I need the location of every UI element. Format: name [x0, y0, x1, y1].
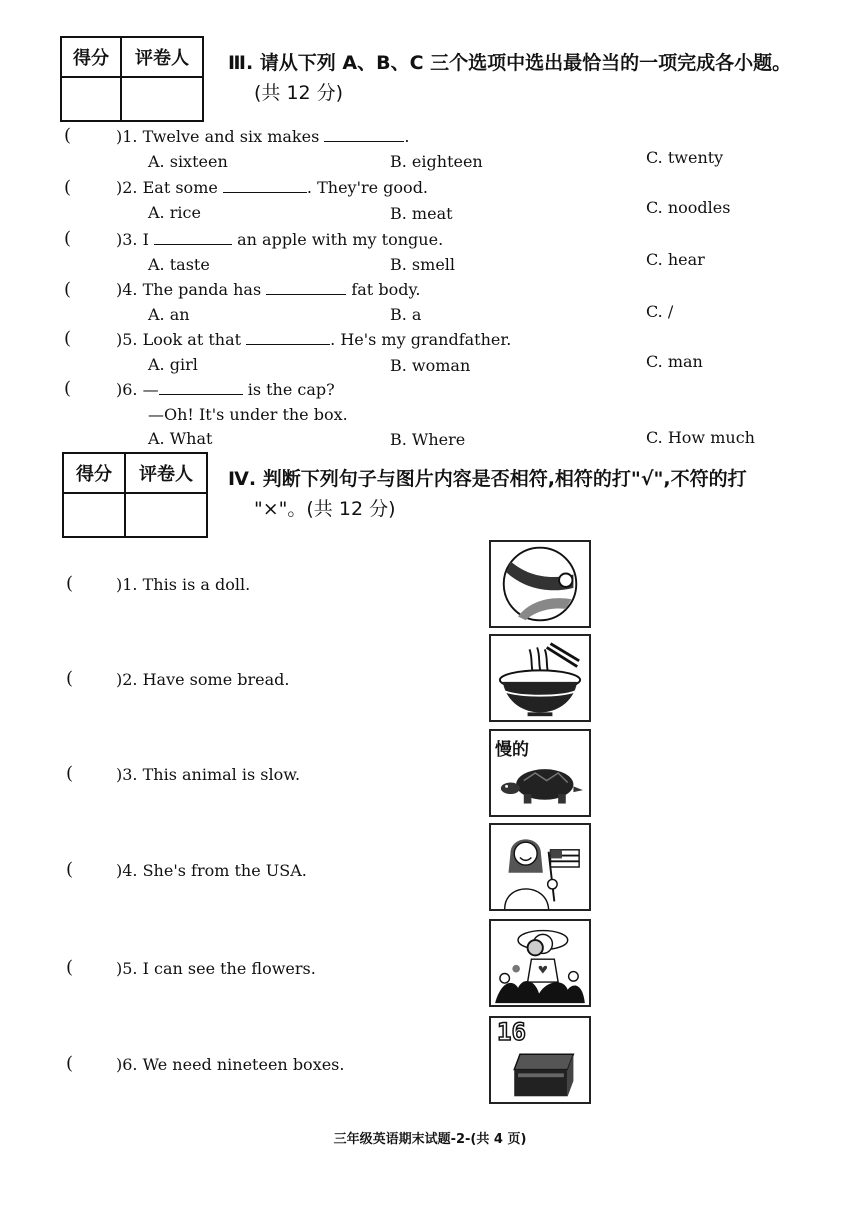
blank — [324, 127, 404, 142]
beach-ball-icon — [491, 542, 589, 626]
judge-sentence-4: )4. She's from the USA. — [116, 861, 307, 880]
section-3-title — [228, 48, 791, 108]
grader-label: 评卷人 — [125, 453, 207, 493]
turtle-picture — [489, 729, 591, 817]
question-number: )2. — [116, 178, 138, 197]
score-label: 得分 — [61, 37, 121, 77]
judge-sentence-2: )2. Have some bread. — [116, 670, 290, 689]
option-b: B. woman — [390, 356, 471, 375]
stem-after: . They're good. — [306, 178, 429, 197]
answer-paren-5[interactable]: ( — [66, 957, 74, 978]
grader-cell[interactable] — [125, 493, 207, 537]
noodle-bowl-icon — [491, 636, 589, 720]
option-a: A. sixteen — [148, 152, 228, 171]
question-stem — [116, 280, 420, 300]
stem-before: Look at that — [142, 330, 242, 349]
noodle-bowl-picture — [489, 634, 591, 722]
stem-before: Eat some — [142, 178, 218, 197]
option-a: A. What — [148, 429, 213, 448]
score-box-section-3 — [60, 36, 204, 122]
blank — [154, 230, 232, 245]
question-number: )3. — [116, 230, 138, 249]
stem-before: Twelve and six makes — [142, 127, 320, 146]
grader-cell[interactable] — [121, 77, 203, 121]
option-a: A. girl — [148, 355, 198, 374]
question-number: )4. — [116, 280, 138, 299]
grader-label: 评卷人 — [121, 37, 203, 77]
section-4-title-text: Ⅳ. 判断下列句子与图片内容是否相符,相符的打"√",不符的打 — [228, 468, 747, 490]
page-footer: 三年级英语期末试题-2-(共 4 页) — [333, 1132, 527, 1147]
judge-sentence-5: )5. I can see the flowers. — [116, 959, 316, 978]
turtle-caption: 慢的 — [495, 740, 529, 760]
blank — [246, 330, 330, 345]
answer-paren[interactable]: ( — [64, 177, 72, 198]
section-4-title — [228, 464, 747, 524]
question-number: )6. — [116, 380, 138, 399]
answer-paren[interactable]: ( — [64, 378, 72, 399]
section-3-points: (共 12 分) — [254, 82, 344, 104]
answer-paren-4[interactable]: ( — [66, 859, 74, 880]
answer-paren-2[interactable]: ( — [66, 668, 74, 689]
option-b: B. Where — [390, 430, 466, 449]
judge-sentence-6: )6. We need nineteen boxes. — [116, 1055, 345, 1074]
option-c: C. twenty — [646, 148, 724, 167]
stem-after: is the cap? — [247, 380, 335, 399]
girl-with-flag-icon — [491, 825, 589, 909]
option-a: A. an — [148, 305, 190, 324]
question-line-2: —Oh! It's under the box. — [148, 405, 348, 424]
judge-sentence-1: )1. This is a doll. — [116, 575, 251, 594]
answer-paren-6[interactable]: ( — [66, 1053, 74, 1074]
answer-paren[interactable]: ( — [64, 125, 72, 146]
score-label: 得分 — [63, 453, 125, 493]
option-c: C. / — [646, 302, 674, 321]
question-stem — [116, 230, 443, 250]
judge-sentence-3: )3. This animal is slow. — [116, 765, 301, 784]
stem-before: I — [142, 230, 149, 249]
option-c: C. How much — [646, 428, 755, 447]
stem-after: fat body. — [351, 280, 421, 299]
blank — [266, 280, 346, 295]
stem-before: The panda has — [142, 280, 262, 299]
stem-after: . He's my grandfather. — [330, 330, 512, 349]
question-number: )1. — [116, 127, 138, 146]
score-box-section-4 — [62, 452, 208, 538]
question-stem — [116, 330, 511, 350]
blank — [223, 178, 307, 193]
box-picture — [489, 1016, 591, 1104]
answer-paren-1[interactable]: ( — [66, 573, 74, 594]
stem-before: — — [142, 380, 159, 399]
option-b: B. smell — [390, 255, 456, 274]
girl-with-flag-picture — [489, 823, 591, 911]
option-a: A. rice — [148, 203, 201, 222]
section-3-title-text: Ⅲ. 请从下列 A、B、C 三个选项中选出最恰当的一项完成各小题。 — [228, 52, 792, 74]
girl-with-magnifier-and-flowers-icon — [491, 921, 589, 1005]
option-c: C. man — [646, 352, 703, 371]
girl-with-magnifier-picture — [489, 919, 591, 1007]
question-number: )5. — [116, 330, 138, 349]
question-stem — [116, 127, 409, 147]
beach-ball-picture — [489, 540, 591, 628]
option-b: B. a — [390, 305, 422, 324]
option-b: B. meat — [390, 204, 453, 223]
question-stem — [116, 178, 428, 198]
answer-paren-3[interactable]: ( — [66, 763, 74, 784]
answer-paren[interactable]: ( — [64, 328, 72, 349]
section-4-title-line-2: "×"。(共 12 分) — [254, 498, 396, 520]
answer-paren[interactable]: ( — [64, 228, 72, 249]
question-stem — [116, 380, 335, 400]
stem-after: . — [404, 127, 410, 146]
box-count-caption: 16 — [497, 1018, 526, 1046]
blank — [159, 380, 243, 395]
answer-paren[interactable]: ( — [64, 279, 72, 300]
stem-after: an apple with my tongue. — [237, 230, 444, 249]
option-c: C. hear — [646, 250, 705, 269]
option-c: C. noodles — [646, 198, 731, 217]
score-cell[interactable] — [63, 493, 125, 537]
option-a: A. taste — [148, 255, 210, 274]
score-cell[interactable] — [61, 77, 121, 121]
option-b: B. eighteen — [390, 152, 483, 171]
